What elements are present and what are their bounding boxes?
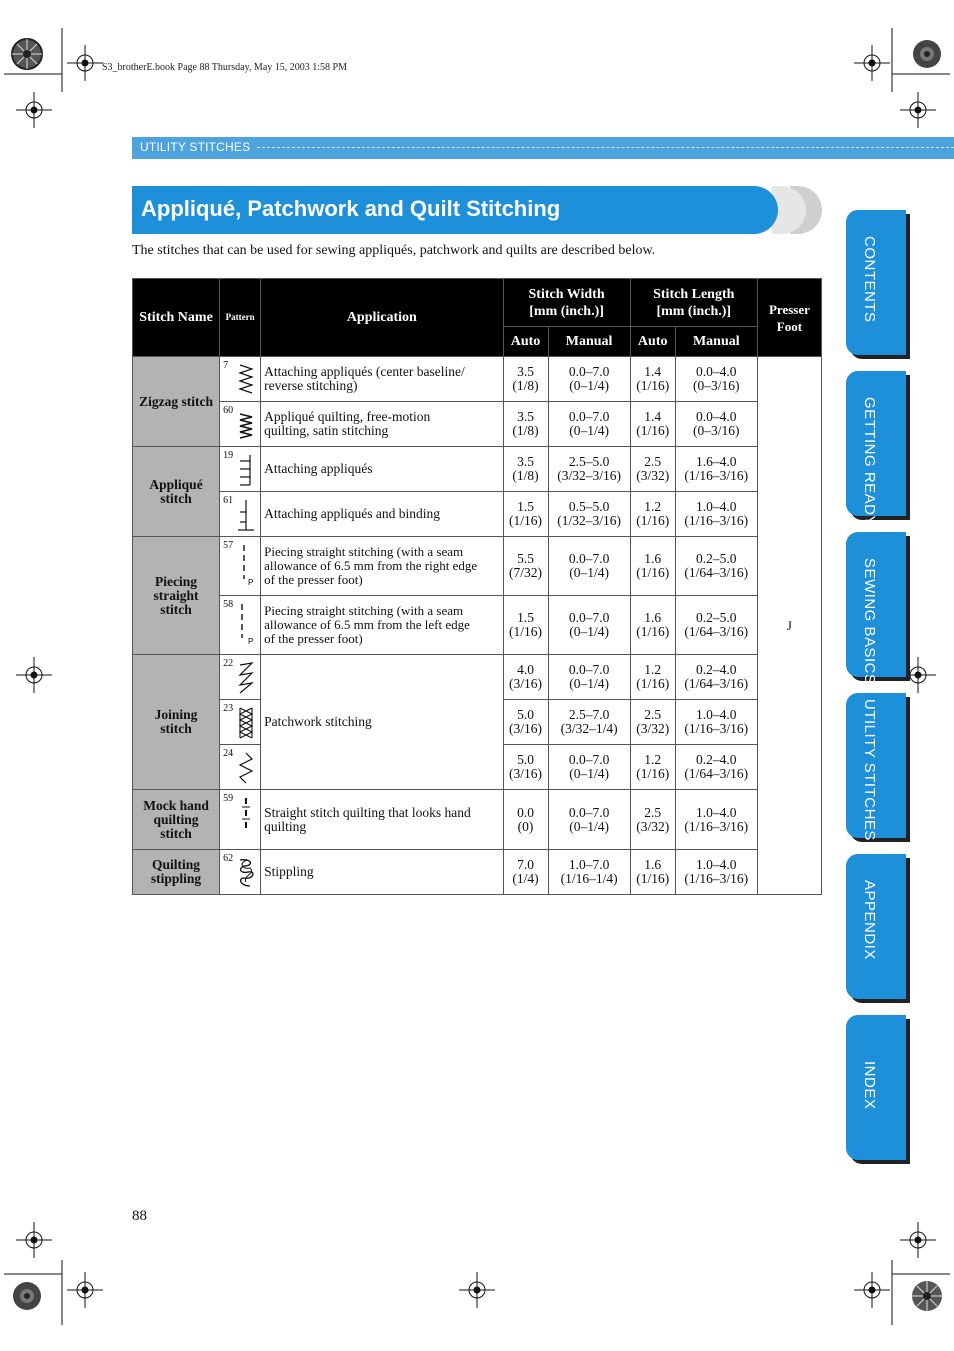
width-manual: 0.0–7.0 (0–1/4): [548, 745, 630, 790]
width-auto: 3.5 (1/8): [503, 357, 548, 402]
width-auto: 1.5 (1/16): [503, 596, 548, 655]
table-row: [133, 537, 822, 596]
width-auto: 0.0 (0): [503, 790, 548, 850]
stitch-pattern-icon: [236, 751, 256, 785]
color-wheel-icon: [913, 40, 941, 68]
application-line: Attaching appliqués and binding: [264, 506, 440, 521]
header-presser-1: Presser: [768, 301, 810, 317]
application-line: Attaching appliqués: [264, 461, 373, 476]
application-line: quilting, satin stitching: [264, 423, 389, 438]
tab-appendix[interactable]: APPENDIX: [846, 854, 906, 999]
application-line: Attaching appliqués (center baseline/: [264, 364, 465, 379]
length-auto: 1.6 (1/16): [630, 850, 675, 895]
length-manual: 1.0–4.0 (1/16–3/16): [675, 492, 757, 537]
tab-getting-ready[interactable]: GETTING READY: [846, 371, 906, 516]
table-row: [133, 850, 822, 895]
header-length-manual: Manual: [675, 327, 757, 357]
application-cell: [261, 357, 503, 402]
application-line: Stippling: [264, 864, 314, 879]
table-row: [133, 790, 822, 850]
pattern-cell: [220, 850, 261, 895]
pattern-cell: [220, 402, 261, 447]
application-line: reverse stitching): [264, 378, 358, 393]
stitch-pattern-icon: [236, 498, 256, 532]
length-manual: 1.0–4.0 (1/16–3/16): [675, 790, 757, 850]
pattern-number: 60: [223, 405, 234, 416]
application-cell: [261, 492, 503, 537]
stitch-name-zigzag: Zigzag stitch: [133, 357, 220, 447]
page-title: Appliqué, Patchwork and Quilt Stitching: [141, 196, 561, 221]
registration-mark-icon: [16, 1222, 52, 1258]
length-auto: 2.5 (3/32): [630, 700, 675, 745]
width-manual: 0.0–7.0 (0–1/4): [548, 537, 630, 596]
table-row: [133, 655, 822, 700]
application-cell: [261, 402, 503, 447]
tab-index[interactable]: INDEX: [846, 1015, 906, 1160]
table-row: [133, 492, 822, 537]
length-manual: 0.0–4.0 (0–3/16): [675, 402, 757, 447]
application-cell: [261, 537, 503, 596]
length-auto: 1.6 (1/16): [630, 537, 675, 596]
width-manual: 0.0–7.0 (0–1/4): [548, 790, 630, 850]
width-manual: 0.0–7.0 (0–1/4): [548, 357, 630, 402]
header-width-auto: Auto: [503, 327, 548, 357]
section-label: UTILITY STITCHES: [140, 140, 251, 154]
pattern-cell: [220, 790, 261, 850]
length-manual: 0.2–5.0 (1/64–3/16): [675, 596, 757, 655]
stitch-pattern-icon: [236, 706, 256, 740]
pattern-number: 58: [223, 599, 234, 610]
color-wheel-icon: [13, 1282, 41, 1310]
application-line: allowance of 6.5 mm from the left edge: [264, 617, 470, 632]
application-line: Straight stitch quilting that looks hand: [264, 804, 471, 820]
color-wheel-icon: [912, 1281, 942, 1311]
length-auto: 1.4 (1/16): [630, 402, 675, 447]
registration-mark-icon: [900, 1222, 936, 1258]
title-banner: [132, 186, 778, 234]
width-manual: 0.5–5.0 (1/32–3/16): [548, 492, 630, 537]
length-manual: 0.2–4.0 (1/64–3/16): [675, 655, 757, 700]
width-manual: 0.0–7.0 (0–1/4): [548, 402, 630, 447]
header-application: Application: [261, 279, 503, 357]
width-auto: 4.0 (3/16): [503, 655, 548, 700]
stitch-table: [132, 278, 822, 895]
width-auto: 3.5 (1/8): [503, 402, 548, 447]
width-manual: 2.5–5.0 (3/32–3/16): [548, 447, 630, 492]
registration-mark-icon: [67, 45, 103, 81]
length-auto: 1.2 (1/16): [630, 492, 675, 537]
pattern-number: 59: [223, 793, 234, 804]
pattern-number: 57: [223, 540, 234, 551]
width-manual: 1.0–7.0 (1/16–1/4): [548, 850, 630, 895]
width-auto: 5.5 (7/32): [503, 537, 548, 596]
width-manual: 2.5–7.0 (3/32–1/4): [548, 700, 630, 745]
stitch-name-mock-hand-quilting: Mock hand quilting stitch: [133, 790, 220, 850]
tab-sewing-basics[interactable]: SEWING BASICS: [846, 532, 906, 677]
length-auto: 1.4 (1/16): [630, 357, 675, 402]
application-cell: [261, 596, 503, 655]
length-auto: 2.5 (3/32): [630, 790, 675, 850]
pattern-number: 22: [223, 658, 234, 669]
stitch-pattern-icon: [236, 408, 256, 442]
intro-text: The stitches that can be used for sewing appliqués, patchwork and quilts are described below.: [132, 243, 656, 258]
pattern-cell: [220, 655, 261, 700]
stitch-pattern-icon: [236, 453, 256, 487]
registration-mark-icon: [459, 1272, 495, 1308]
length-manual: 0.0–4.0 (0–3/16): [675, 357, 757, 402]
pattern-number: 19: [223, 450, 234, 461]
svg-text:P: P: [248, 578, 254, 587]
tab-utility-stitches[interactable]: UTILITY STITCHES: [846, 693, 906, 838]
header-presser-2: Foot: [776, 318, 803, 334]
presser-foot-value: J: [757, 357, 821, 895]
length-auto: 2.5 (3/32): [630, 447, 675, 492]
width-auto: 5.0 (3/16): [503, 700, 548, 745]
header-length-unit: [mm (inch.)]: [656, 303, 732, 319]
header-stitch-name: Stitch Name: [133, 279, 220, 357]
width-manual: 0.0–7.0 (0–1/4): [548, 596, 630, 655]
section-header: [132, 137, 954, 159]
registration-mark-icon: [900, 92, 936, 128]
pattern-cell: [220, 745, 261, 790]
pattern-cell: [220, 596, 261, 655]
header-length-auto: Auto: [630, 327, 675, 357]
header-width-manual: Manual: [548, 327, 630, 357]
print-header: S3_brotherE.book Page 88 Thursday, May 15, 2003 1:58 PM: [102, 62, 347, 73]
application-cell: [261, 790, 503, 850]
application-line: Patchwork stitching: [264, 714, 372, 729]
length-auto: 1.2 (1/16): [630, 745, 675, 790]
application-line: Piecing straight stitching (with a seam: [264, 603, 464, 618]
width-auto: 1.5 (1/16): [503, 492, 548, 537]
pattern-cell: [220, 700, 261, 745]
table-row: [133, 402, 822, 447]
stitch-name-applique: Appliqué stitch: [133, 447, 220, 537]
length-auto: 1.2 (1/16): [630, 655, 675, 700]
pattern-number: 24: [223, 748, 234, 759]
svg-text:P: P: [248, 637, 254, 646]
length-manual: 1.6–4.0 (1/16–3/16): [675, 447, 757, 492]
header-pattern: Pattern: [220, 279, 261, 357]
length-auto: 1.6 (1/16): [630, 596, 675, 655]
stitch-pattern-icon: [236, 661, 256, 695]
pattern-number: 23: [223, 703, 234, 714]
registration-mark-icon: [854, 1272, 890, 1308]
header-stitch-length: [630, 279, 757, 327]
stitch-pattern-icon: [236, 796, 256, 836]
header-presser-foot: [757, 279, 821, 357]
registration-mark-icon: [854, 45, 890, 81]
stitch-pattern-icon: [236, 363, 256, 397]
tab-contents[interactable]: CONTENTS: [846, 210, 906, 355]
table-row: [133, 357, 822, 402]
table-row: [133, 596, 822, 655]
application-line: quilting: [264, 818, 307, 834]
header-width-unit: [mm (inch.)]: [529, 303, 604, 319]
header-stitch-width: [503, 279, 630, 327]
stitch-name-quilting-stippling: Quilting stippling: [133, 850, 220, 895]
pattern-cell: [220, 447, 261, 492]
pattern-cell: [220, 492, 261, 537]
stitch-pattern-icon: [236, 602, 258, 646]
length-manual: 1.0–4.0 (1/16–3/16): [675, 850, 757, 895]
page-number: 88: [132, 1208, 147, 1224]
width-auto: 5.0 (3/16): [503, 745, 548, 790]
registration-mark-icon: [67, 1272, 103, 1308]
application-cell: [261, 850, 503, 895]
color-wheel-icon: [12, 39, 42, 69]
stitch-pattern-icon: [236, 543, 258, 587]
section-divider: [257, 147, 954, 148]
width-auto: 3.5 (1/8): [503, 447, 548, 492]
pattern-number: 61: [223, 495, 234, 506]
pattern-cell: [220, 537, 261, 596]
width-manual: 0.0–7.0 (0–1/4): [548, 655, 630, 700]
application-line: Piecing straight stitching (with a seam: [264, 544, 464, 559]
stitch-name-piecing: Piecing straight stitch: [133, 537, 220, 655]
pattern-cell: [220, 357, 261, 402]
registration-mark-icon: [16, 657, 52, 693]
application-line: Appliqué quilting, free-motion: [264, 409, 431, 424]
pattern-number: 62: [223, 853, 234, 864]
application-line: allowance of 6.5 mm from the right edge: [264, 558, 478, 573]
table-row: [133, 447, 822, 492]
registration-mark-icon: [16, 92, 52, 128]
application-line: of the presser foot): [264, 631, 363, 646]
length-manual: 1.0–4.0 (1/16–3/16): [675, 700, 757, 745]
stitch-pattern-icon: [236, 856, 256, 890]
pattern-number: 7: [223, 360, 229, 371]
length-manual: 0.2–5.0 (1/64–3/16): [675, 537, 757, 596]
application-cell: [261, 655, 503, 790]
length-manual: 0.2–4.0 (1/64–3/16): [675, 745, 757, 790]
application-line: of the presser foot): [264, 572, 363, 587]
width-auto: 7.0 (1/4): [503, 850, 548, 895]
header-length-label: Stitch Length: [653, 286, 735, 302]
stitch-name-joining: Joining stitch: [133, 655, 220, 790]
header-width-label: Stitch Width: [528, 286, 605, 302]
application-cell: [261, 447, 503, 492]
